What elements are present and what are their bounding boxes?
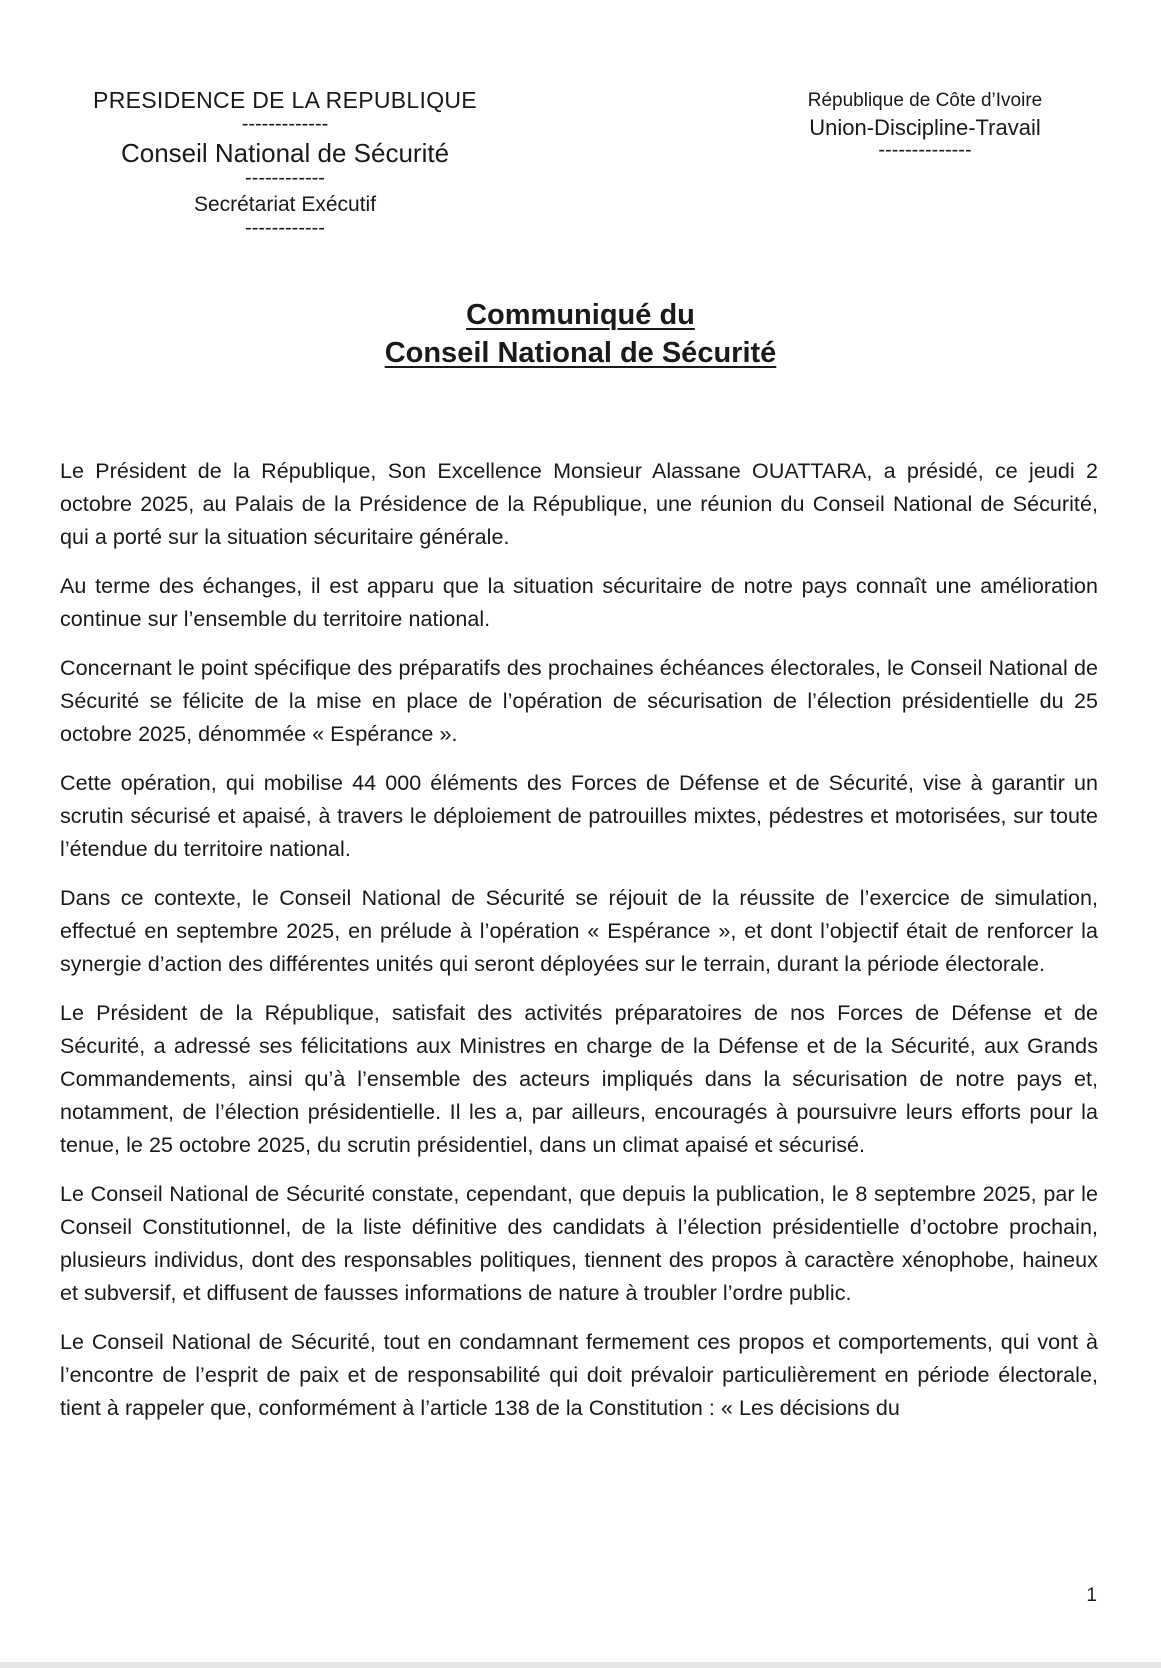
national-motto: Union-Discipline-Travail bbox=[809, 115, 1041, 140]
title-line-2: Conseil National de Sécurité bbox=[384, 337, 777, 369]
separator-dashes: -------------- bbox=[878, 139, 972, 161]
header-left-block bbox=[80, 84, 490, 240]
paragraph: Le Conseil National de Sécurité, tout en condamnant fermement ces propos et comportements, qui vont à l’encontre de l’esprit de paix et de responsabilité qui doit prévaloir particulièrement en période électorale, tient à rappeler que, conformément à l’article 138 de la Constitution : « Les décisions du bbox=[60, 1330, 1098, 1420]
council-name: Conseil National de Sécurité bbox=[120, 138, 450, 168]
communique-title bbox=[0, 296, 1161, 372]
page-bottom-edge bbox=[0, 1662, 1161, 1668]
title-line-1: Communiqué du bbox=[466, 299, 695, 331]
paragraph: Concernant le point spécifique des préparatifs des prochaines échéances électorales, le Conseil National de Sécurité se félicite de la mise en place de l’opération de sécurisation de l’élection présidentielle du 25 octobre 2025, dénommée « Espérance ». bbox=[60, 656, 1098, 746]
separator-dashes: ------------ bbox=[245, 167, 325, 189]
paragraph: Le Président de la République, satisfait des activités préparatoires de nos Forces de Défense et de Sécurité, a adressé ses félicitations aux Ministres en charge de la Défense et de la Sécurité, aux Grands Commandements, ainsi qu’à l’ensemble des acteurs impliqués dans la sécurisation de notre pays et, notamment, de l’élection présidentielle. Il les a, par ailleurs, encouragés à poursuivre leurs efforts pour la tenue, le 25 octobre 2025, du scrutin présidentiel, dans un climat apaisé et sécurisé. bbox=[60, 1001, 1098, 1157]
paragraph: Dans ce contexte, le Conseil National de Sécurité se réjouit de la réussite de l’exercice de simulation, effectué en septembre 2025, en prélude à l’opération « Espérance », et dont l’objectif était de renforcer la synergie d’action des différentes unités qui seront déployées sur le terrain, durant la période électorale. bbox=[60, 886, 1098, 976]
communique-body bbox=[60, 455, 1098, 1441]
executive-secretariat: Secrétariat Exécutif bbox=[193, 193, 377, 216]
header-right-block bbox=[760, 88, 1090, 162]
paragraph: Le Conseil National de Sécurité constate, cependant, que depuis la publication, le 8 septembre 2025, par le Conseil Constitutionnel, de la liste définitive des candidats à l’élection présidentielle d’octobre prochain, plusieurs individus, dont des responsables politiques, tiennent des propos à caractère xénophobe, haineux et subversif, et diffusent de fausses informations de nature à troubler l’ordre public. bbox=[60, 1182, 1098, 1305]
paragraph: Cette opération, qui mobilise 44 000 éléments des Forces de Défense et de Sécurité, vise à garantir un scrutin sécurisé et apaisé, à travers le déploiement de patrouilles mixtes, pédestres et motorisées, sur toute l’étendue du territoire national. bbox=[60, 771, 1098, 861]
page-number: 1 bbox=[1086, 1585, 1097, 1606]
paragraph: Au terme des échanges, il est apparu que la situation sécuritaire de notre pays connaît une amélioration continue sur l’ensemble du territoire national. bbox=[60, 574, 1098, 631]
country-name: République de Côte d’Ivoire bbox=[807, 90, 1043, 111]
presidency-heading: PRESIDENCE DE LA REPUBLIQUE bbox=[93, 87, 477, 113]
paragraph: Le Président de la République, Son Excellence Monsieur Alassane OUATTARA, a présidé, ce jeudi 2 octobre 2025, au Palais de la Présidence de la République, une réunion du Conseil National de Sécurité, qui a porté sur la situation sécuritaire générale. bbox=[60, 459, 1098, 549]
separator-dashes: ------------- bbox=[241, 113, 329, 135]
separator-dashes: ------------ bbox=[245, 217, 325, 239]
